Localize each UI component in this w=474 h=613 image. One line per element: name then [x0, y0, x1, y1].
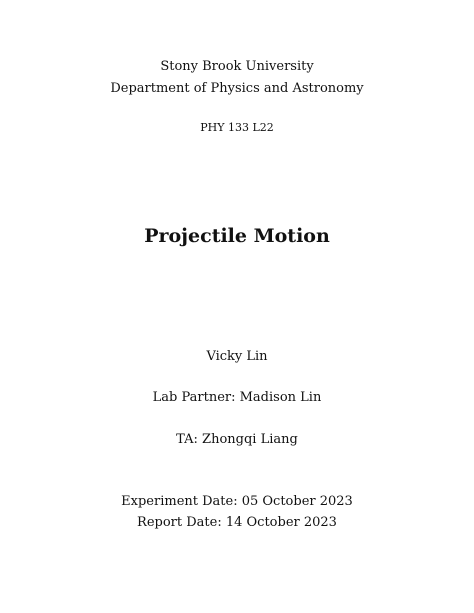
author-name: Vicky Lin: [206, 349, 268, 364]
lab-partner: Lab Partner: Madison Lin: [152, 390, 322, 405]
course-code: PHY 133 L22: [200, 121, 274, 134]
department-name: Department of Physics and Astronomy: [110, 81, 364, 96]
experiment-date: Experiment Date: 05 October 2023: [121, 494, 353, 509]
university-name: Stony Brook University: [160, 59, 314, 74]
report-date: Report Date: 14 October 2023: [137, 515, 337, 530]
report-title: Projectile Motion: [144, 225, 330, 247]
teaching-assistant: TA: Zhongqi Liang: [176, 432, 298, 447]
